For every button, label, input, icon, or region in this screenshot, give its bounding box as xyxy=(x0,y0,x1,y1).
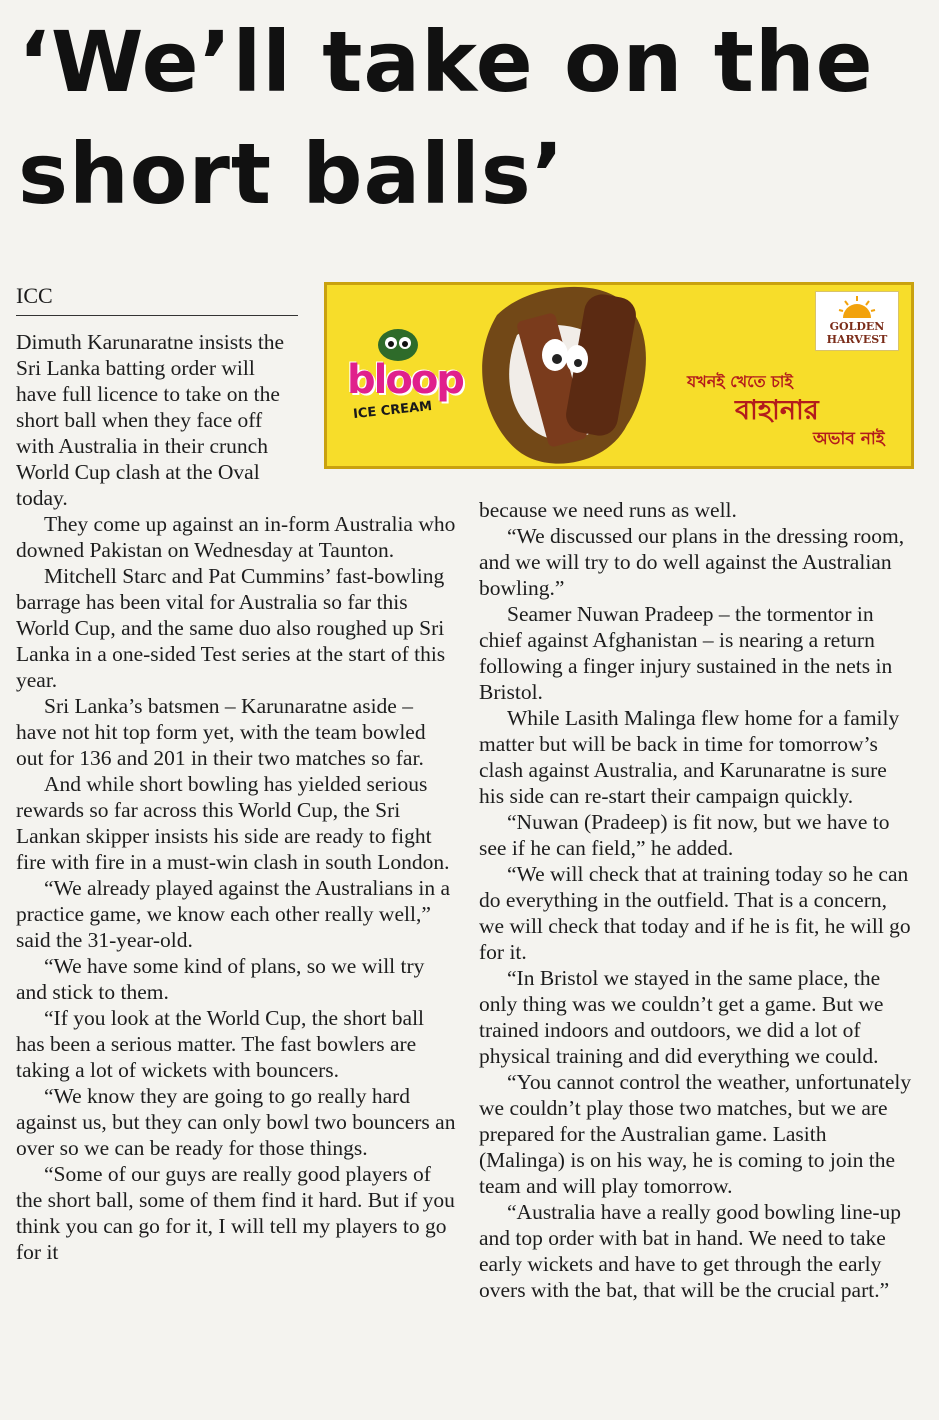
sun-icon xyxy=(837,294,877,320)
ad-brand: bloop xyxy=(347,357,463,403)
ad-tagline-1: যখনই খেতে চাই xyxy=(687,372,793,391)
article-column-2 xyxy=(16,511,456,1265)
paragraph: Mitchell Starc and Pat Cummins’ fast-bowling barrage has been vital for Australia so far this World Cup, and the same duo also roughed up Sri Lanka in a one-sided Test series at the start of this year. xyxy=(16,564,446,692)
paragraph: Sri Lanka’s batsmen – Karunaratne aside – have not hit top form yet, with the team bowled out for 136 and 201 in their two matches so far. xyxy=(16,694,426,770)
byline: ICC xyxy=(16,283,298,316)
advertisement[interactable] xyxy=(324,282,914,469)
golden-harvest-logo xyxy=(815,291,899,351)
article-column-3 xyxy=(479,497,915,1303)
paragraph: “We will check that at training today so he can do everything in the outfield. That is a concern, we will check that today and if he is fit, he will go for it. xyxy=(479,862,911,964)
paragraph: “Australia have a really good bowling line-up and top order with bat in hand. We need to take early wickets and have to get through the early overs with the bat, that will be the crucial part.” xyxy=(479,1200,902,1302)
article-column-1 xyxy=(16,329,299,511)
ad-tagline-2: বাহানার xyxy=(735,395,819,426)
ad-brand-sub: ICE CREAM xyxy=(352,398,433,423)
paragraph: “We discussed our plans in the dressing room, and we will try to do well against the Australian bowling.” xyxy=(479,524,905,600)
ad-tagline-3: অভাব নাই xyxy=(813,429,885,449)
paragraph-continued: because we need runs as well. xyxy=(479,498,737,522)
headline-line-2: short balls’ xyxy=(18,125,565,223)
paragraph: Dimuth Karunaratne insists the Sri Lanka batting order will have full licence to take on the short ball when they face off with Australia in their crunch World Cup clash at the Oval today. xyxy=(16,330,285,510)
chocolate-splash-icon xyxy=(457,282,667,469)
paragraph: Seamer Nuwan Pradeep – the tormentor in chief against Afghanistan – is nearing a return following a finger injury sustained in the nets in Bristol. xyxy=(479,602,893,704)
paragraph: They come up against an in-form Australia who downed Pakistan on Wednesday at Taunton. xyxy=(16,512,456,562)
paragraph: “Some of our guys are really good players of the short ball, some of them find it hard. But if you think you can go for it, I will tell my players to go for it xyxy=(16,1162,455,1264)
paragraph: “We have some kind of plans, so we will try and stick to them. xyxy=(16,954,425,1004)
paragraph: And while short bowling has yielded serious rewards so far across this World Cup, the Sri Lankan skipper insists his side are ready to fight fire with fire in a must-win clash in south London. xyxy=(16,772,450,874)
paragraph: “If you look at the World Cup, the short ball has been a serious matter. The fast bowlers are taking a lot of wickets with bouncers. xyxy=(16,1006,425,1082)
ad-sponsor: GOLDEN HARVEST xyxy=(826,320,888,346)
headline xyxy=(18,6,933,230)
paragraph: “In Bristol we stayed in the same place, the only thing was we couldn’t get a game. But we trained indoors and outdoors, we did a lot of physical training and did everything we could. xyxy=(479,966,884,1068)
paragraph: “Nuwan (Pradeep) is fit now, but we have to see if he can field,” he added. xyxy=(479,810,890,860)
headline-line-1: ‘We’ll take on the xyxy=(18,13,874,111)
paragraph: While Lasith Malinga flew home for a family matter but will be back in time for tomorrow’s clash against Australia, and Karunaratne is sure his side can re-start their campaign quickly. xyxy=(479,706,900,808)
paragraph: “We already played against the Australians in a practice game, we know each other really well,” said the 31-year-old. xyxy=(16,876,451,952)
paragraph: “We know they are going to go really hard against us, but they can only bowl two bouncers an over so we can be ready for those things. xyxy=(16,1084,456,1160)
paragraph: “You cannot control the weather, unfortunately we couldn’t play those two matches, but we are prepared for the Australian game. Lasith (Malinga) is on his way, he is coming to join the team and will play tomorrow. xyxy=(479,1070,912,1198)
